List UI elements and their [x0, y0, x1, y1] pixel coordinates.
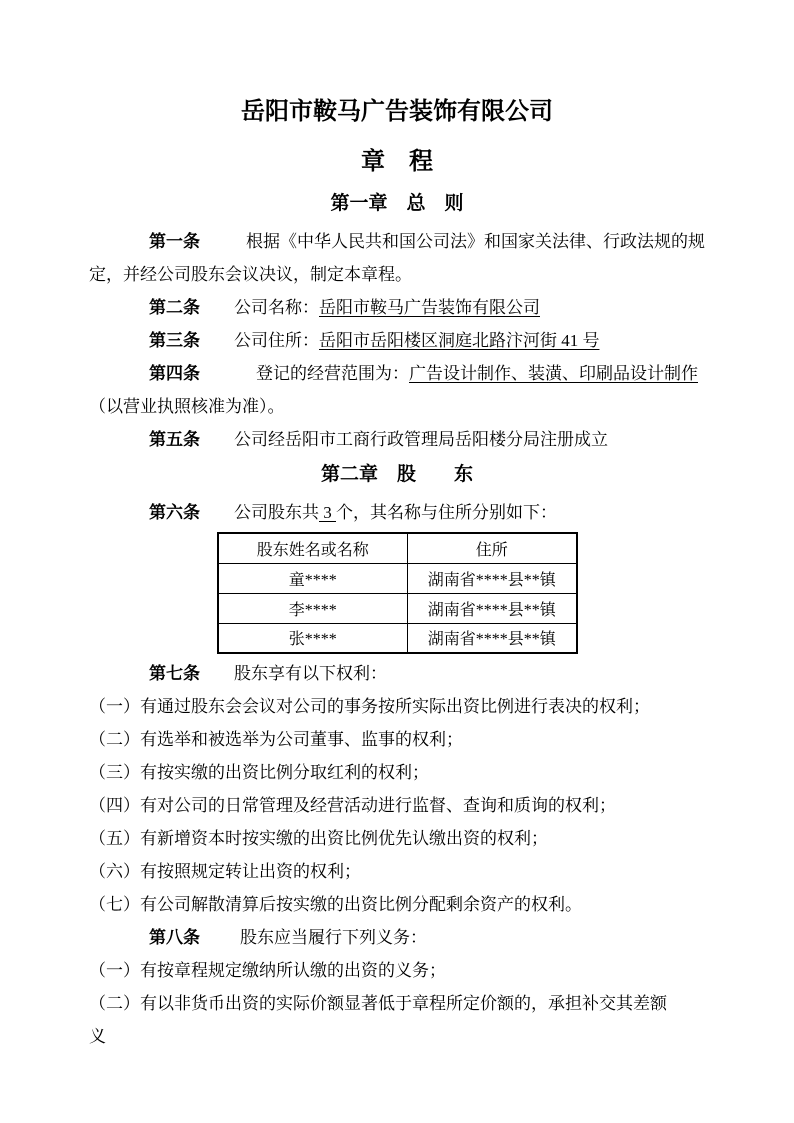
article-1-label: 第一条: [149, 232, 200, 251]
article-2-line: [89, 291, 705, 324]
article-6-suffix: 个，其名称与住所分别如下：: [336, 503, 557, 522]
article-8-label: 第八条: [149, 928, 200, 947]
shareholder-address-cell: 湖南省****县**镇: [408, 593, 577, 623]
document-subtitle: 章 程: [361, 149, 433, 175]
shareholder-name-cell: 张****: [218, 623, 408, 653]
table-header-name: 股东姓名或名称: [218, 533, 408, 563]
shareholder-count-underlined: 3: [319, 503, 336, 522]
business-scope-underlined: 广告设计制作、装潢、印刷品设计制作: [409, 364, 698, 383]
table-header-address: 住所: [408, 533, 577, 563]
article-4-line-1: [89, 357, 705, 390]
article-5-line: [89, 423, 705, 456]
article-7-text: 股东享有以下权利：: [234, 664, 387, 683]
article-4-prefix: 登记的经营范围为：: [256, 364, 409, 383]
table-header-row: [218, 533, 577, 563]
article-1-text: 根据《中华人民共和国公司法》和国家关法律、行政法规的规: [246, 232, 705, 251]
table-row: [218, 563, 577, 593]
table-row: [218, 593, 577, 623]
article-5-label: 第五条: [149, 430, 200, 449]
table-row: [218, 623, 577, 653]
company-name-underlined: 岳阳市鞍马广告装饰有限公司: [319, 298, 540, 317]
article-1-line-2: [89, 258, 705, 291]
shareholder-name-cell: 童****: [218, 563, 408, 593]
list-item-right-3: （三）有按实缴的出资比例分取红利的权利；: [89, 763, 429, 782]
list-item-right-6: （六）有按照规定转让出资的权利；: [89, 862, 361, 881]
list-item-right-5: （五）有新增资本时按实缴的出资比例优先认缴出资的权利；: [89, 829, 548, 848]
article-1-line-1: [89, 225, 705, 258]
article-1-text-continued: 定，并经公司股东会议决议，制定本章程。: [89, 265, 412, 284]
list-item-right-4: （四）有对公司的日常管理及经营活动进行监督、查询和质询的权利；: [89, 796, 616, 815]
article-8-text: 股东应当履行下列义务：: [240, 928, 427, 947]
article-7-label: 第七条: [149, 664, 200, 683]
article-3-line: [89, 324, 705, 357]
list-item-right-1: （一）有通过股东会会议对公司的事务按所实际出资比例进行表决的权利；: [89, 697, 650, 716]
chapter-1-heading: 第一章 总 则: [330, 193, 464, 214]
list-item-right-7: （七）有公司解散清算后按实缴的出资比例分配剩余资产的权利。: [89, 895, 582, 914]
article-4-line-2: [89, 390, 705, 423]
article-2-prefix: 公司名称：: [234, 298, 319, 317]
shareholder-name-cell: 李****: [218, 593, 408, 623]
article-8-line: [89, 921, 705, 954]
list-item-right-2: （二）有选举和被选举为公司董事、监事的权利；: [89, 730, 463, 749]
chapter-2-heading: 第二章 股 东: [320, 464, 473, 485]
article-4-text-continued: （以营业执照核准为准）。: [89, 397, 285, 416]
shareholder-address-cell: 湖南省****县**镇: [408, 563, 577, 593]
list-item-duty-2-continued: 义: [89, 1027, 106, 1046]
company-address-underlined: 岳阳市岳阳楼区洞庭北路汴河街 41 号: [319, 331, 600, 350]
list-item-duty-2: （二）有以非货币出资的实际价额显著低于章程所定价额的，承担补交其差额: [89, 994, 667, 1013]
article-7-line: [89, 657, 705, 690]
page-title: 岳阳市鞍马广告装饰有限公司: [241, 99, 553, 125]
article-4-label: 第四条: [149, 364, 200, 383]
shareholder-address-cell: 湖南省****县**镇: [408, 623, 577, 653]
article-5-text: 公司经岳阳市工商行政管理局岳阳楼分局注册成立: [234, 430, 608, 449]
list-item-duty-1: （一）有按章程规定缴纳所认缴的出资的义务；: [89, 961, 446, 980]
shareholder-table: [217, 532, 578, 654]
article-3-prefix: 公司住所：: [234, 331, 319, 350]
article-3-label: 第三条: [149, 331, 200, 350]
article-2-label: 第二条: [149, 298, 200, 317]
article-6-line: [89, 496, 705, 529]
article-6-prefix: 公司股东共: [234, 503, 319, 522]
article-6-label: 第六条: [149, 503, 200, 522]
